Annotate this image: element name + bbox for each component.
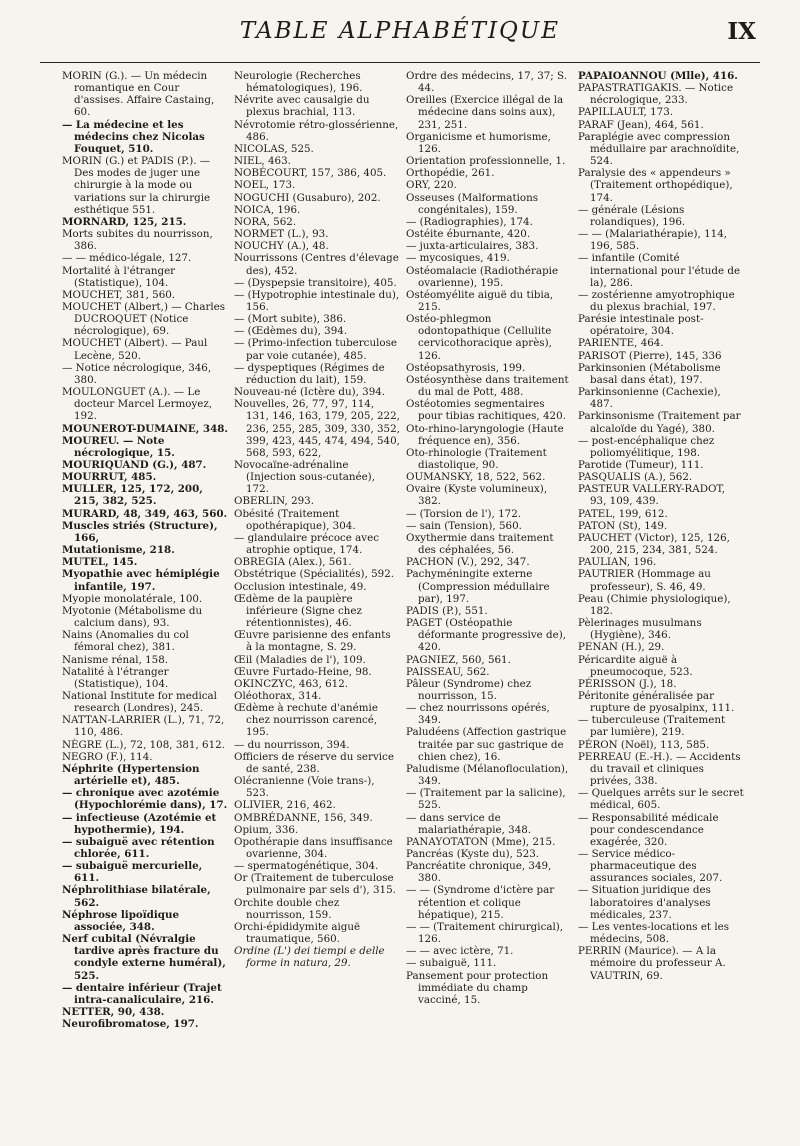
index-columns: [62, 70, 744, 1140]
index-entry: Œil (Maladies de l'), 109.: [234, 653, 366, 666]
index-column-4: [578, 70, 744, 1140]
index-entry: — chronique avec azotémie (Hypochlorémie dans), 17.: [62, 787, 228, 812]
index-entry: NICOLAS, 525.: [234, 142, 314, 155]
index-entry: PATON (St), 149.: [578, 519, 668, 532]
index-column-3: [406, 70, 572, 1140]
index-entry: NOEL, 173.: [234, 179, 296, 192]
index-entry: — générale (Lésions rolandiques), 196.: [578, 203, 686, 228]
index-entry: Parkinsonienne (Cachexie), 487.: [578, 386, 721, 411]
index-entry: Parkinsonien (Métabolisme basal dans état), 197.: [578, 361, 721, 386]
index-entry: Péritonite généralisée par rupture de pyosalpinx, 111.: [578, 689, 735, 715]
index-entry: MUTEL, 145.: [62, 556, 138, 569]
index-entry: — spermatogénétique, 304.: [234, 860, 379, 873]
index-entry: NOUCHY (A.), 48.: [234, 240, 329, 253]
index-entry: Mutationisme, 218.: [62, 544, 175, 557]
page-number: IX: [727, 18, 756, 45]
index-entry: MOULONGUET (A.). — Le docteur Marcel Lermoyez, 192.: [62, 386, 213, 423]
index-entry: Ostéotomies segmentaires pour tibias rachitiques, 420.: [406, 398, 566, 423]
index-entry: Œdème de la paupière inférieure (Signe chez rétentionnistes), 46.: [234, 592, 362, 630]
index-entry: Pansement pour protection immédiate du champ vacciné, 15.: [406, 969, 549, 1006]
index-entry: PAUTRIER (Hommage au professeur), S. 46, 49.: [578, 568, 711, 593]
index-entry: Obstétrique (Spécialités), 592.: [234, 568, 395, 581]
index-column-1: [62, 70, 228, 1140]
index-entry: Myopathie avec hémiplégie infantile, 197.: [62, 568, 220, 593]
index-entry: Nanisme rénal, 158.: [62, 653, 169, 666]
index-entry: Morts subites du nourrisson, 386.: [62, 228, 213, 253]
index-entry: — — avec ictère, 71.: [406, 945, 514, 958]
index-entry: NORMET (L.), 93.: [234, 228, 329, 241]
index-entry: Osseuses (Malformations congénitales), 159.: [406, 191, 539, 216]
index-entry: Orthopédie, 261.: [406, 167, 495, 180]
index-entry: — zostérienne amyotrophique du plexus brachial, 197.: [578, 288, 735, 313]
index-entry: — La médecine et les médecins chez Nicolas Fouquet, 510.: [62, 118, 205, 155]
index-entry: Natalité à l'étranger (Statistique), 104.: [62, 665, 169, 690]
index-entry: Péricardite aiguë à pneumocoque, 523.: [578, 653, 693, 678]
index-entry: MOUCHET (Albert). — Paul Lecène, 520.: [62, 337, 208, 362]
index-entry: NETTER, 90, 438.: [62, 1006, 165, 1019]
index-entry: MOURRUT, 485.: [62, 471, 157, 484]
index-entry: Pâleur (Syndrome) chez nourrisson, 15.: [406, 677, 532, 702]
index-entry: Ovaire (Kyste volumineux), 382.: [406, 483, 548, 508]
index-entry: PAUCHET (Victor), 125, 126, 200, 215, 234, 381, 524.: [578, 531, 730, 557]
index-entry: NORA, 562.: [234, 215, 297, 228]
index-entry: NATTAN-LARRIER (L.), 71, 72, 110, 486.: [62, 714, 225, 739]
index-entry: Myotonie (Métabolisme du calcium dans), 93.: [62, 604, 203, 630]
index-entry: Opothérapie dans insuffisance ovarienne, 304.: [234, 835, 393, 860]
index-entry: Oto-rhinologie (Traitement diastolique, 90.: [406, 446, 547, 471]
index-entry: Ostéosynthèse dans traitement du mal de Pott, 488.: [406, 373, 569, 399]
index-entry: Orientation professionnelle, 1.: [406, 155, 566, 168]
index-entry: PÉRON (Noël), 113, 585.: [578, 738, 710, 751]
index-entry: OBERLIN, 293.: [234, 495, 315, 508]
index-entry: Orchi-épididymite aiguë traumatique, 560.: [234, 920, 361, 946]
index-entry: Neurofibromatose, 197.: [62, 1018, 199, 1031]
index-entry: PARIENTE, 464.: [578, 337, 664, 350]
index-entry: — subaiguë avec rétention chlorée, 611.: [62, 835, 215, 860]
index-entry: Ordine (L') dei tiempi e delle forme in natura, 29.: [234, 945, 385, 970]
index-entry: Novocaïne-adrénaline (Injection sous-cutanée), 172.: [234, 459, 375, 496]
index-entry: — Les ventes-locations et les médecins, 508.: [578, 920, 729, 946]
index-entry: Ostéo-phlegmon odontopathique (Cellulite cervicothoracique après), 126.: [406, 313, 552, 362]
index-entry: — mycosiques, 419.: [406, 252, 510, 265]
index-entry: Nouvelles, 26, 77, 97, 114, 131, 146, 163, 179, 205, 222, 236, 255, 285, 309, 330, 352, 399, 423, 445, 474, 494, 540, 568, 593, 622,: [234, 398, 400, 459]
index-entry: PAPAIOANNOU (Mlle), 416.: [578, 70, 738, 82]
index-entry: Nerf cubital (Névralgie tardive après fracture du condyle externe huméral), 525.: [62, 933, 226, 982]
index-entry: Muscles striés (Structure), 166,: [62, 519, 218, 544]
index-entry: — chez nourrissons opérés, 349.: [406, 702, 550, 727]
index-entry: Œuvre Furtado-Heine, 98.: [234, 665, 372, 678]
index-entry: MULLER, 125, 172, 200, 215, 382, 525.: [62, 483, 203, 508]
index-entry: MORIN (G.) et PADIS (P.). — Des modes de juger une chirurgie à la mode ou variations sur la chirurgie esthétique 551.: [62, 155, 211, 216]
index-entry: Parésie intestinale post-opératoire, 304.: [578, 313, 704, 338]
index-entry: PAISSEAU, 562.: [406, 665, 490, 678]
index-entry: Peau (Chimie physiologique), 182.: [578, 592, 731, 617]
index-entry: Pachyméningite externe (Compression médullaire par), 197.: [406, 568, 550, 605]
index-entry: — (Traitement par la salicine), 525.: [406, 787, 566, 812]
index-entry: Néphrose lipoïdique associée, 348.: [62, 908, 180, 933]
index-entry: Occlusion intestinale, 49.: [234, 580, 367, 593]
index-entry: Neurologie (Recherches hématologiques), 196.: [234, 70, 363, 95]
index-entry: — (Mort subite), 386.: [234, 313, 347, 326]
index-entry: Parkinsonisme (Traitement par alcaloïde du Yagé), 380.: [578, 410, 741, 435]
index-entry: National Institute for medical research (Londres), 245.: [62, 689, 217, 715]
index-entry: — Service médico-pharmaceutique des assurances sociales, 207.: [578, 848, 723, 885]
index-entry: — — (Syndrome d'ictère par rétention et colique hépatique), 215.: [406, 884, 555, 921]
index-entry: MOURIQUAND (G.), 487.: [62, 459, 207, 471]
index-entry: Nains (Anomalies du col fémoral chez), 381.: [62, 629, 189, 654]
index-entry: — dyspeptiques (Régimes de réduction du lait), 159.: [234, 361, 385, 386]
index-entry: — (Œdèmes du), 394.: [234, 325, 348, 338]
index-entry: NOICA, 196.: [234, 203, 301, 216]
index-entry: — Situation juridique des laboratoires d'analyses médicales, 237.: [578, 884, 711, 921]
index-entry: — Responsabilité médicale pour condescendance exagérée, 320.: [578, 811, 719, 848]
index-entry: — dans service de malariathérapie, 348.: [406, 811, 532, 836]
index-entry: PASQUALIS (A.), 562.: [578, 471, 693, 484]
index-entry: Myopie monolatérale, 100.: [62, 592, 203, 605]
index-entry: Paludéens (Affection gastrique traitée par suc gastrique de chien chez), 16.: [406, 726, 567, 763]
index-entry: — du nourrisson, 394.: [234, 738, 350, 751]
index-entry: PACHON (V.), 292, 347.: [406, 556, 530, 569]
index-entry: — sain (Tension), 560.: [406, 519, 522, 532]
index-entry: ORY, 220.: [406, 179, 457, 192]
index-entry: MOUCHET, 381, 560.: [62, 288, 176, 301]
index-entry: NEGRO (F.), 114.: [62, 750, 153, 763]
index-column-2: [234, 70, 400, 1140]
index-entry: Parotide (Tumeur), 111.: [578, 459, 704, 471]
index-entry: Oreilles (Exercice illégal de la médecine dans soins aux), 231, 251.: [406, 94, 564, 131]
index-entry: Paludisme (Mélanofloculation), 349.: [406, 762, 569, 788]
index-entry: Paralysie des « appendeurs » (Traitement orthopédique), 174.: [578, 167, 733, 204]
page-header: [40, 8, 760, 58]
index-entry: — (Torsion de l'), 172.: [406, 507, 522, 520]
index-entry: — — (Malariathérapie), 114, 196, 585.: [578, 228, 728, 253]
page-title: TABLE ALPHABÉTIQUE: [239, 18, 561, 44]
index-entry: OBREGIA (Alex.), 561.: [234, 556, 352, 569]
index-entry: PASTEUR VALLERY-RADOT, 93, 109, 439.: [578, 483, 726, 508]
index-entry: Ostéite éburnante, 420.: [406, 228, 531, 241]
index-entry: MOUREU. — Note nécrologique, 15.: [62, 434, 175, 459]
index-entry: Pèlerinages musulmans (Hygiène), 346.: [578, 617, 702, 642]
index-entry: — infectieuse (Azotémie et hypothermie), 194.: [62, 811, 217, 836]
index-entry: OLIVIER, 216, 462.: [234, 799, 336, 812]
index-entry: NIEL, 463.: [234, 155, 291, 168]
index-entry: Nouveau-né (Ictère du), 394.: [234, 386, 386, 399]
index-entry: Pancréatite chronique, 349, 380.: [406, 860, 552, 885]
index-entry: — dentaire inférieur (Trajet intra-canaliculaire, 216.: [62, 981, 222, 1006]
index-entry: PÉRISSON (J.), 18.: [578, 677, 677, 690]
index-entry: PATEL, 199, 612.: [578, 507, 668, 520]
index-entry: PENAN (H.), 29.: [578, 641, 665, 654]
index-entry: Obésité (Traitement opothérapique), 304.: [234, 507, 356, 532]
index-entry: — Notice nécrologique, 346, 380.: [62, 361, 212, 386]
index-entry: PAGNIEZ, 560, 561.: [406, 653, 511, 666]
index-entry: Néphrolithiase bilatérale, 562.: [62, 884, 211, 909]
index-entry: PARAF (Jean), 464, 561.: [578, 118, 704, 131]
header-rule: [40, 62, 760, 63]
index-entry: — juxta-articulaires, 383.: [406, 240, 539, 253]
index-entry: MURARD, 48, 349, 463, 560.: [62, 507, 228, 520]
index-entry: Ordre des médecins, 17, 37; S. 44.: [406, 70, 568, 95]
index-entry: Officiers de réserve du service de santé, 238.: [234, 750, 394, 775]
index-entry: Névrotomie rétro-glossérienne, 486.: [234, 118, 399, 143]
index-entry: OUMANSKY, 18, 522, 562.: [406, 471, 546, 484]
index-entry: Paraplégie avec compression médullaire par arachnoïdite, 524.: [578, 130, 740, 168]
index-entry: Or (Traitement de tuberculose pulmonaire par sels d'), 315.: [234, 872, 396, 897]
index-entry: — glandulaire précoce avec atrophie optique, 174.: [234, 531, 379, 557]
index-entry: Orchite double chez nourrisson, 159.: [234, 896, 340, 921]
index-entry: — subaiguë mercurielle, 611.: [62, 860, 203, 885]
index-entry: Ostéopsathyrosis, 199.: [406, 361, 526, 374]
index-entry: — subaiguë, 111.: [406, 957, 497, 970]
index-entry: Ostéomalacie (Radiothérapie ovarienne), 195.: [406, 264, 559, 289]
index-entry: NOBÉCOURT, 157, 386, 405.: [234, 167, 387, 180]
index-entry: PERRIN (Maurice). — A la mémoire du professeur A. VAUTRIN, 69.: [578, 945, 726, 982]
index-entry: Organicisme et humorisme, 126.: [406, 130, 551, 155]
index-entry: PARISOT (Pierre), 145, 336: [578, 349, 722, 362]
index-entry: MORIN (G.). — Un médecin romantique en Cour d'assises. Affaire Castaing, 60.: [62, 70, 215, 119]
index-entry: PAPASTRATIGAKIS. — Notice nécrologique, 233.: [578, 82, 734, 107]
index-entry: Ostéomyélite aiguë du tibia, 215.: [406, 288, 554, 313]
index-entry: Oléothorax, 314.: [234, 689, 322, 702]
index-entry: PANAYOTATON (Mme), 215.: [406, 835, 556, 848]
index-entry: MOUCHET (Albert,) — Charles DUCROQUET (Notice nécrologique), 69.: [62, 300, 226, 338]
index-entry: — (Primo-infection tuberculose par voie cutanée), 485.: [234, 337, 397, 362]
index-entry: — tuberculeuse (Traitement par lumière), 219.: [578, 714, 726, 739]
index-entry: PADIS (P.), 551.: [406, 604, 488, 617]
index-entry: Mortalité à l'étranger (Statistique), 104.: [62, 264, 176, 289]
index-entry: — — (Traitement chirurgical), 126.: [406, 920, 564, 946]
index-entry: MOUNEROT-DUMAINE, 348.: [62, 422, 228, 435]
index-entry: Olécranienne (Voie trans-), 523.: [234, 775, 375, 800]
index-entry: Oxythermie dans traitement des céphalées, 56.: [406, 531, 554, 557]
index-entry: — (Dyspepsie transitoire), 405.: [234, 276, 397, 289]
index-entry: — — médico-légale, 127.: [62, 252, 192, 265]
index-entry: OKINCZYC, 463, 612.: [234, 677, 349, 690]
index-entry: Pancréas (Kyste du), 523.: [406, 848, 540, 860]
index-entry: PERREAU (E.-H.). — Accidents du travail et cliniques privées, 338.: [578, 750, 741, 788]
index-entry: — (Radiographies), 174.: [406, 215, 533, 228]
index-entry: MORNARD, 125, 215.: [62, 215, 187, 228]
index-entry: NÈGRE (L.), 72, 108, 381, 612.: [62, 738, 225, 751]
index-entry: — post-encéphalique chez poliomyélitique, 198.: [578, 434, 715, 459]
index-entry: OMBRÉDANNE, 156, 349.: [234, 811, 373, 824]
index-entry: — (Hypotrophie intestinale du), 156.: [234, 288, 400, 313]
index-entry: Opium, 336.: [234, 823, 299, 836]
index-entry: Néphrite (Hypertension artérielle et), 485.: [62, 762, 200, 788]
index-entry: Nourrissons (Centres d'élevage des), 452.: [234, 252, 399, 277]
index-entry: Œuvre parisienne des enfants à la montagne, S. 29.: [234, 629, 391, 654]
index-entry: Névrite avec causalgie du plexus brachial, 113.: [234, 94, 370, 119]
index-entry: Oto-rhino-laryngologie (Haute fréquence en), 356.: [406, 422, 564, 447]
index-entry: PAGET (Ostéopathie déformante progressive de), 420.: [406, 617, 566, 654]
index-entry: — Quelques arrêts sur le secret médical, 605.: [578, 787, 744, 812]
index-entry: PAPILLAULT, 173.: [578, 106, 674, 119]
index-entry: PAULIAN, 196.: [578, 556, 657, 569]
index-entry: Œdème à rechute d'anémie chez nourrisson carencé, 195.: [234, 702, 378, 739]
index-entry: — infantile (Comité international pour l'étude de la), 286.: [578, 252, 741, 289]
index-entry: NOGUCHI (Gusaburo), 202.: [234, 191, 381, 204]
